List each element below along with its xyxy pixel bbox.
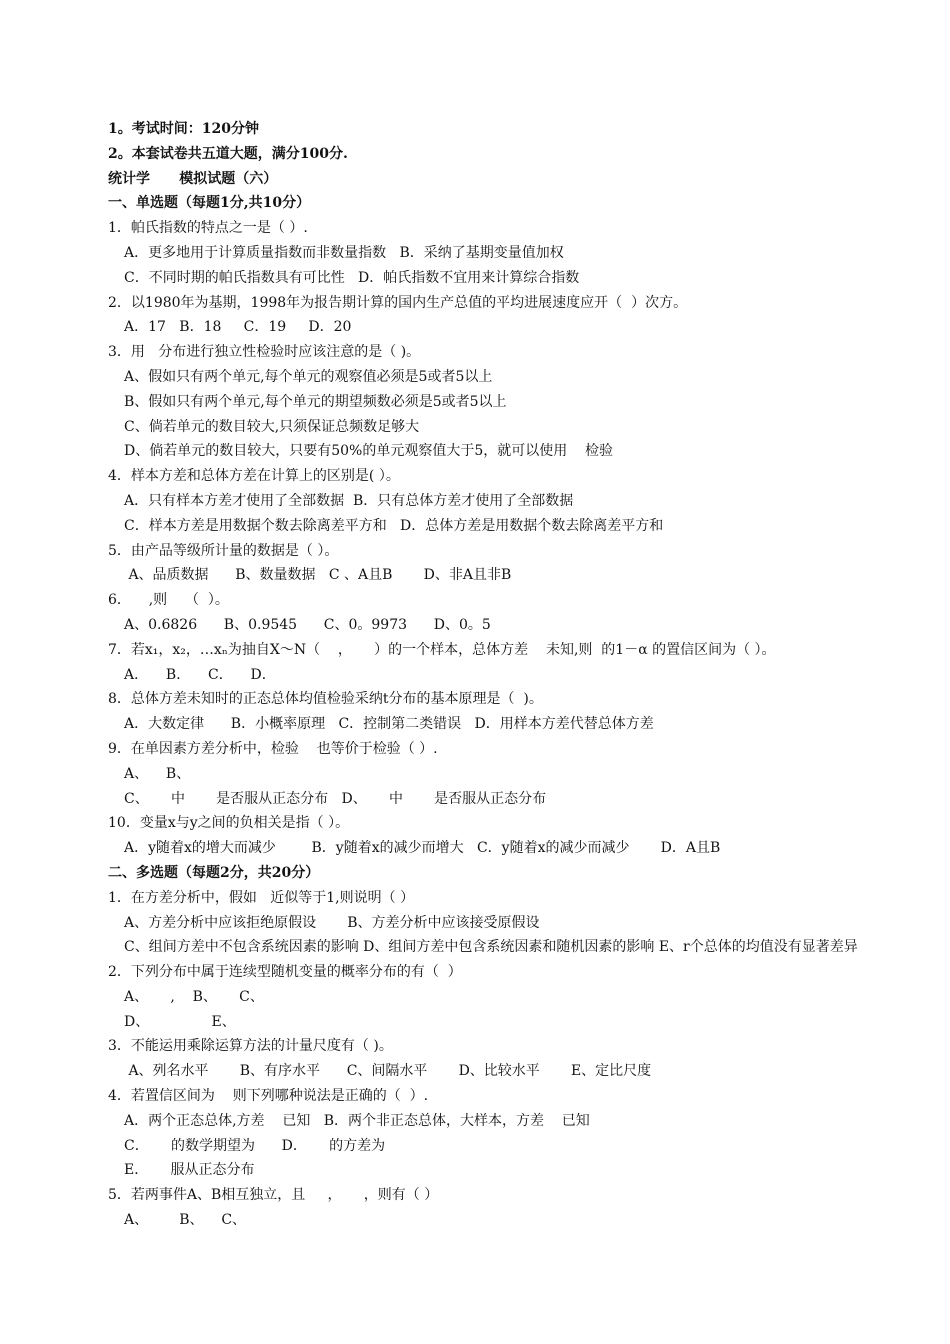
- exam-document: [108, 117, 898, 1233]
- s1-q1: 1．帕氏指数的特点之一是（ ）.: [108, 220, 308, 237]
- s1-q4-options-ab: A．只有样本方差才使用了全部数据 B．只有总体方差才使用了全部数据: [124, 492, 574, 509]
- s2-q1: 1．在方差分析中，假如 近似等于1,则说明（ ）: [108, 889, 415, 906]
- s1-q10: 10．变量x与y之间的负相关是指（ ）。: [108, 815, 350, 832]
- s1-q6: 6． ,则 （ ）。: [108, 592, 229, 609]
- s2-q1-options-cde: C、组间方差中不包含系统因素的影响 D、组间方差中包含系统因素和随机因素的影响 E、r个总体的均值没有显著差异: [124, 939, 858, 956]
- s1-q3-option-d: D、倘若单元的数目较大，只要有50%的单元观察值大于5，就可以使用 检验: [124, 443, 614, 460]
- section1-heading: 一、单选题（每题1分,共10分）: [108, 195, 311, 212]
- s1-q3-option-c: C、倘若单元的数目较大,只须保证总频数足够大: [124, 418, 420, 435]
- s2-q4-options-ab: A．两个正态总体,方差 已知 B．两个非正态总体，大样本，方差 已知: [124, 1112, 590, 1129]
- s2-q5: 5．若两事件A、B相互独立，且 ， ，则有（ ）: [108, 1187, 439, 1204]
- s1-q4: 4．样本方差和总体方差在计算上的区别是( ）。: [108, 468, 400, 485]
- exam-notice-time: 1。考试时间：120分钟: [108, 121, 259, 137]
- s1-q6-options: A、0.6826 B、0.9545 C、0。9973 D、0。5: [124, 616, 491, 633]
- s2-q3-options: A、列名水平 B、有序水平 C、间隔水平 D、比较水平 E、定比尺度: [124, 1063, 652, 1080]
- s1-q9-options-ab: A、 B、: [124, 765, 191, 782]
- s1-q1-options-cd: C．不同时期的帕氏指数具有可比性 D．帕氏指数不宜用来计算综合指数: [124, 269, 580, 286]
- s2-q2: 2．下列分布中属于连续型随机变量的概率分布的有（ ）: [108, 964, 462, 981]
- s1-q2: 2．以1980年为基期，1998年为报告期计算的国内生产总值的平均进展速度应开（ ）次方。: [108, 294, 688, 311]
- s1-q8-options: A．大数定律 B．小概率原理 C．控制第二类错误 D．用样本方差代替总体方差: [124, 716, 654, 733]
- s1-q2-options: A．17 B．18 C．19 D．20: [124, 319, 352, 336]
- s1-q8: 8．总体方差未知时的正态总体均值检验采纳t分布的基本原理是（ )。: [108, 691, 543, 708]
- s1-q9: 9．在单因素方差分析中，检验 也等价于检验（ ）.: [108, 740, 438, 757]
- s2-q2-options-abc: A、 , B、 C、: [124, 988, 264, 1005]
- s2-q4: 4．若置信区间为 则下列哪种说法是正确的（ ）.: [108, 1088, 429, 1105]
- s1-q7-options: A． B． C． D．: [124, 666, 276, 683]
- s1-q9-options-cd: C、 中 是否服从正态分布 D、 中 是否服从正态分布: [124, 790, 547, 807]
- section2-heading: 二、多选题（每题2分，共20分）: [108, 864, 320, 881]
- exam-title: 统计学 模拟试题（六）: [108, 170, 278, 187]
- s2-q2-options-de: D、 E、: [124, 1013, 236, 1030]
- s2-q5-options: A、 B、 C、: [124, 1212, 247, 1229]
- s2-q4-option-e: E． 服从正态分布: [124, 1162, 255, 1179]
- exam-notice-score: 2。本套试卷共五道大题，满分100分.: [108, 145, 348, 162]
- s1-q10-options: A．y随着x的增大而减少 B．y随着x的减少而增大 C．y随着x的减少而减少 D．A且B: [124, 840, 721, 857]
- s1-q1-options-ab: A．更多地用于计算质量指数而非数量指数 B．采纳了基期变量值加权: [124, 244, 564, 261]
- s1-q5-options: A、品质数据 B、数量数据 C 、A且B D、非A且非B: [124, 567, 512, 584]
- s1-q5: 5．由产品等级所计量的数据是（ ）。: [108, 542, 339, 559]
- s1-q3-option-a: A、假如只有两个单元,每个单元的观察值必须是5或者5以上: [124, 368, 493, 385]
- s2-q3: 3．不能运用乘除运算方法的计量尺度有（ )。: [108, 1038, 393, 1055]
- s1-q7: 7．若x₁，x₂，…xₙ为抽自X～N（ ， ）的一个样本，总体方差 未知,则 的1－α 的置信区间为（ ）。: [108, 641, 776, 658]
- s2-q4-options-cd: C． 的数学期望为 D． 的方差为: [124, 1137, 386, 1154]
- s1-q3-option-b: B、假如只有两个单元,每个单元的期望频数必须是5或者5以上: [124, 393, 507, 410]
- s1-q3: 3．用 分布进行独立性检验时应该注意的是（ )。: [108, 344, 421, 361]
- s2-q1-options-ab: A、方差分析中应该拒绝原假设 B、方差分析中应该接受原假设: [124, 914, 540, 931]
- s1-q4-options-cd: C．样本方差是用数据个数去除离差平方和 D．总体方差是用数据个数去除离差平方和: [124, 517, 664, 534]
